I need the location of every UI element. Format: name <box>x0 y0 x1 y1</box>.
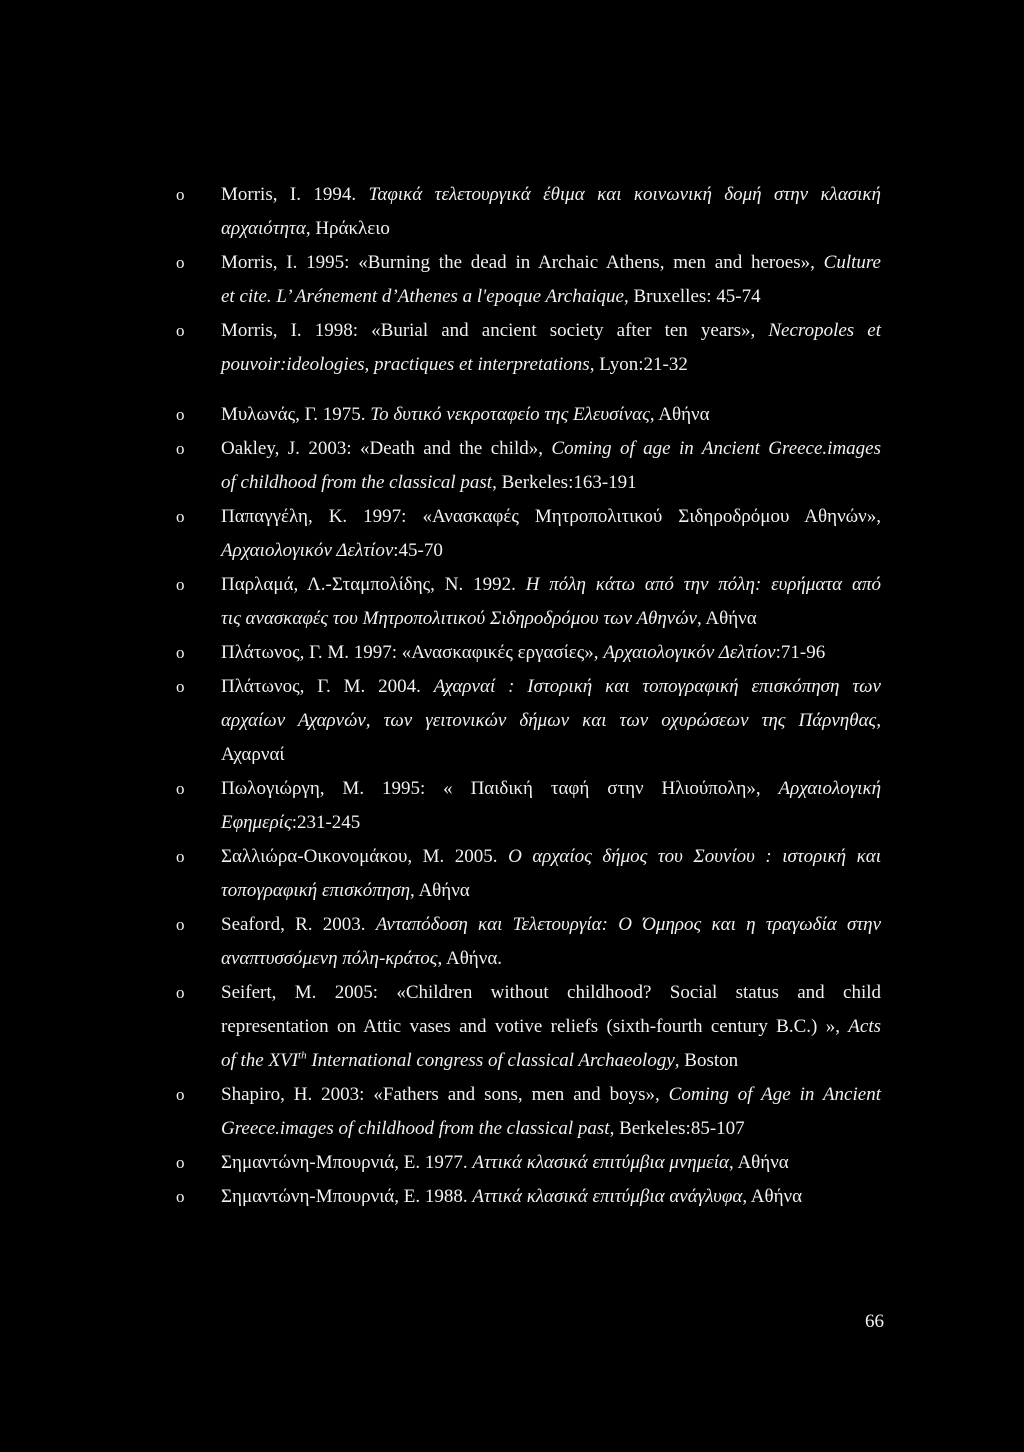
entry-line <box>221 466 881 500</box>
entry-line <box>221 840 881 874</box>
entry-line <box>221 1146 881 1180</box>
italic-segment: Ανταπόδοση και Τελετουργία: Ο Όμηρος και η τραγωδία στην <box>375 914 881 935</box>
text-segment: Σαλλιώρα-Οικονομάκου, Μ. 2005. <box>221 846 509 867</box>
italic-segment: Αχαρναί : Ιστορική και τοπογραφική επισκόπηση των <box>433 676 881 697</box>
italic-segment: Το δυτικό νεκροταφείο της Ελευσίνας <box>370 404 650 425</box>
bullet-icon: o <box>176 321 185 340</box>
entry-line <box>221 348 881 382</box>
italic-segment: Αττικά κλασικά επιτύμβια μνημεία <box>472 1152 729 1173</box>
bullet-icon: o <box>176 1085 185 1104</box>
bullet-icon: o <box>176 677 185 696</box>
italic-segment: Η πόλη κάτω από την πόλη: ευρήματα από <box>525 574 881 595</box>
italic-segment: Necropoles et <box>768 320 881 341</box>
bibliography-entry <box>176 314 881 382</box>
bibliography-entry <box>176 840 881 908</box>
text-segment: , Αθήνα <box>410 880 470 901</box>
italic-segment: τοπογραφική επισκόπηση <box>221 880 410 901</box>
entry-line <box>221 602 881 636</box>
text-segment: Σημαντώνη-Μπουρνιά, Ε. 1988. <box>221 1186 473 1207</box>
bullet-icon: o <box>176 439 185 458</box>
text-segment: Παρλαμά, Λ.-Σταμπολίδης, Ν. 1992. <box>221 574 526 595</box>
italic-segment: Culture <box>823 252 881 273</box>
italic-segment: Greece.images of childhood from the classical past <box>221 1118 610 1139</box>
bibliography-entry <box>176 398 881 432</box>
italic-segment: Coming of Age in Ancient <box>668 1084 881 1105</box>
entry-line <box>221 1044 881 1078</box>
bibliography-entry <box>176 636 881 670</box>
entry-line <box>221 568 881 602</box>
bibliography-entry <box>176 500 881 568</box>
entry-line <box>221 1180 881 1214</box>
text-segment: Μυλωνάς, Γ. 1975. <box>221 404 371 425</box>
italic-segment: αρχαιότητα <box>221 218 306 239</box>
italic-segment: of childhood from the classical past <box>221 472 493 493</box>
bullet-icon: o <box>176 915 185 934</box>
text-segment: , Αθήνα <box>696 608 757 629</box>
bibliography-entry <box>176 976 881 1078</box>
italic-segment: Coming of age in Ancient Greece.images <box>551 438 882 459</box>
bibliography-entry <box>176 568 881 636</box>
text-segment: Oakley, J. 2003: «Death and the child», <box>221 438 552 459</box>
bibliography-entry <box>176 1180 881 1214</box>
bullet-icon: o <box>176 575 185 594</box>
italic-segment: Εφημερίς <box>221 812 292 833</box>
bullet-icon: o <box>176 983 185 1002</box>
text-segment: , Lyon:21-32 <box>589 354 688 375</box>
entry-line <box>221 772 881 806</box>
italic-segment: αρχαίων Αχαρνών, των γειτονικών δήμων και των οχυρώσεων της Πάρνηθας, <box>221 710 881 731</box>
text-segment: , Ηράκλειο <box>305 218 390 239</box>
bullet-icon: o <box>176 405 185 424</box>
entry-line <box>221 738 881 772</box>
page-number: 66 <box>865 1311 884 1332</box>
italic-segment: et cite. L’ Arénement d’Athenes a l'epoque Archaique <box>221 286 624 307</box>
entry-line <box>221 314 881 348</box>
italic-segment: th <box>298 1049 307 1062</box>
text-segment: , Αθήνα <box>649 404 710 425</box>
text-segment: representation on Attic vases and votive reliefs (sixth-fourth century B.C.) », <box>221 1016 849 1037</box>
italic-segment: Αρχαιολογικόν Δελτίον <box>603 642 776 663</box>
bibliography-entry <box>176 908 881 976</box>
entry-line <box>221 806 881 840</box>
italic-segment: Ταφικά τελετουργικά έθιμα και κοινωνική δομή στην κλασική <box>368 184 881 205</box>
text-segment: , Αθήνα. <box>437 948 503 969</box>
bibliography-entry <box>176 772 881 840</box>
entry-line <box>221 908 881 942</box>
text-segment: :231-245 <box>291 812 361 833</box>
entry-line <box>221 942 881 976</box>
entry-line <box>221 670 881 704</box>
bullet-icon: o <box>176 643 185 662</box>
text-segment: , Αθήνα <box>729 1152 789 1173</box>
italic-segment: Ο αρχαίος δήμος του Σουνίου : ιστορική και <box>508 846 881 867</box>
entry-line <box>221 976 881 1010</box>
text-segment: Αχαρναί <box>221 744 285 765</box>
entry-line <box>221 246 881 280</box>
bibliography-entry <box>176 246 881 314</box>
text-segment: , Boston <box>674 1050 739 1071</box>
italic-segment: Αρχαιολογικόν Δελτίον <box>221 540 394 561</box>
entry-line <box>221 432 881 466</box>
text-segment: Σημαντώνη-Μπουρνιά, Ε. 1977. <box>221 1152 473 1173</box>
text-segment: Πλάτωνος, Γ. Μ. 2004. <box>221 676 434 697</box>
text-segment: , Αθήνα <box>742 1186 803 1207</box>
bibliography-entry <box>176 178 881 246</box>
bibliography-entry <box>176 670 881 772</box>
italic-segment: τις ανασκαφές του Μητροπολιτικού Σιδηροδρόμου των Αθηνών <box>221 608 697 629</box>
text-segment: Παπαγγέλη, Κ. 1997: «Ανασκαφές Μητροπολιτικού Σιδηροδρόμου Αθηνών», <box>221 506 881 527</box>
text-segment: Πλάτωνος, Γ. Μ. 1997: «Ανασκαφικές εργασίες», <box>221 642 604 663</box>
text-segment: Seaford, R. 2003. <box>221 914 376 935</box>
entry-line <box>221 1112 881 1146</box>
entry-line <box>221 636 881 670</box>
entry-line <box>221 874 881 908</box>
entry-line <box>221 534 881 568</box>
text-segment: Morris, I. 1994. <box>221 184 369 205</box>
italic-segment: of the XVI <box>221 1050 299 1071</box>
text-segment: :71-96 <box>775 642 826 663</box>
bullet-icon: o <box>176 1153 185 1172</box>
entry-line <box>221 704 881 738</box>
text-segment: Morris, I. 1995: «Burning the dead in Archaic Athens, men and heroes», <box>221 252 824 273</box>
bullet-icon: o <box>176 1187 185 1206</box>
entry-line <box>221 1010 881 1044</box>
bullet-icon: o <box>176 507 185 526</box>
entry-line <box>221 398 881 432</box>
entry-line <box>221 212 881 246</box>
text-segment: :45-70 <box>393 540 443 561</box>
text-segment: , Berkeles:85-107 <box>609 1118 745 1139</box>
italic-segment: pouvoir:ideologies, practiques et interpretations <box>221 354 590 375</box>
italic-segment: Acts <box>848 1016 881 1037</box>
bullet-icon: o <box>176 253 185 272</box>
italic-segment: Αττικά κλασικά επιτύμβια ανάγλυφα <box>472 1186 743 1207</box>
italic-segment: International congress of classical Archaeology <box>306 1050 675 1071</box>
entry-line <box>221 1078 881 1112</box>
entry-line <box>221 178 881 212</box>
text-segment: Morris, I. 1998: «Burial and ancient society after ten years», <box>221 320 769 341</box>
text-segment: , Bruxelles: 45-74 <box>623 286 761 307</box>
italic-segment: Αρχαιολογική <box>778 778 881 799</box>
bullet-icon: o <box>176 847 185 866</box>
entry-line <box>221 280 881 314</box>
entry-line <box>221 500 881 534</box>
bullet-icon: o <box>176 185 185 204</box>
bibliography-entry <box>176 1078 881 1146</box>
italic-segment: αναπτυσσόμενη πόλη-κράτος <box>221 948 438 969</box>
text-segment: , Berkeles:163-191 <box>492 472 637 493</box>
text-segment: Seifert, M. 2005: «Children without childhood? Social status and child <box>221 982 881 1003</box>
bullet-icon: o <box>176 779 185 798</box>
bibliography-entry <box>176 432 881 500</box>
text-segment: Πωλογιώργη, Μ. 1995: « Παιδική ταφή στην Ηλιούπολη», <box>221 778 779 799</box>
bibliography-entry <box>176 1146 881 1180</box>
text-segment: Shapiro, H. 2003: «Fathers and sons, men and boys», <box>221 1084 669 1105</box>
